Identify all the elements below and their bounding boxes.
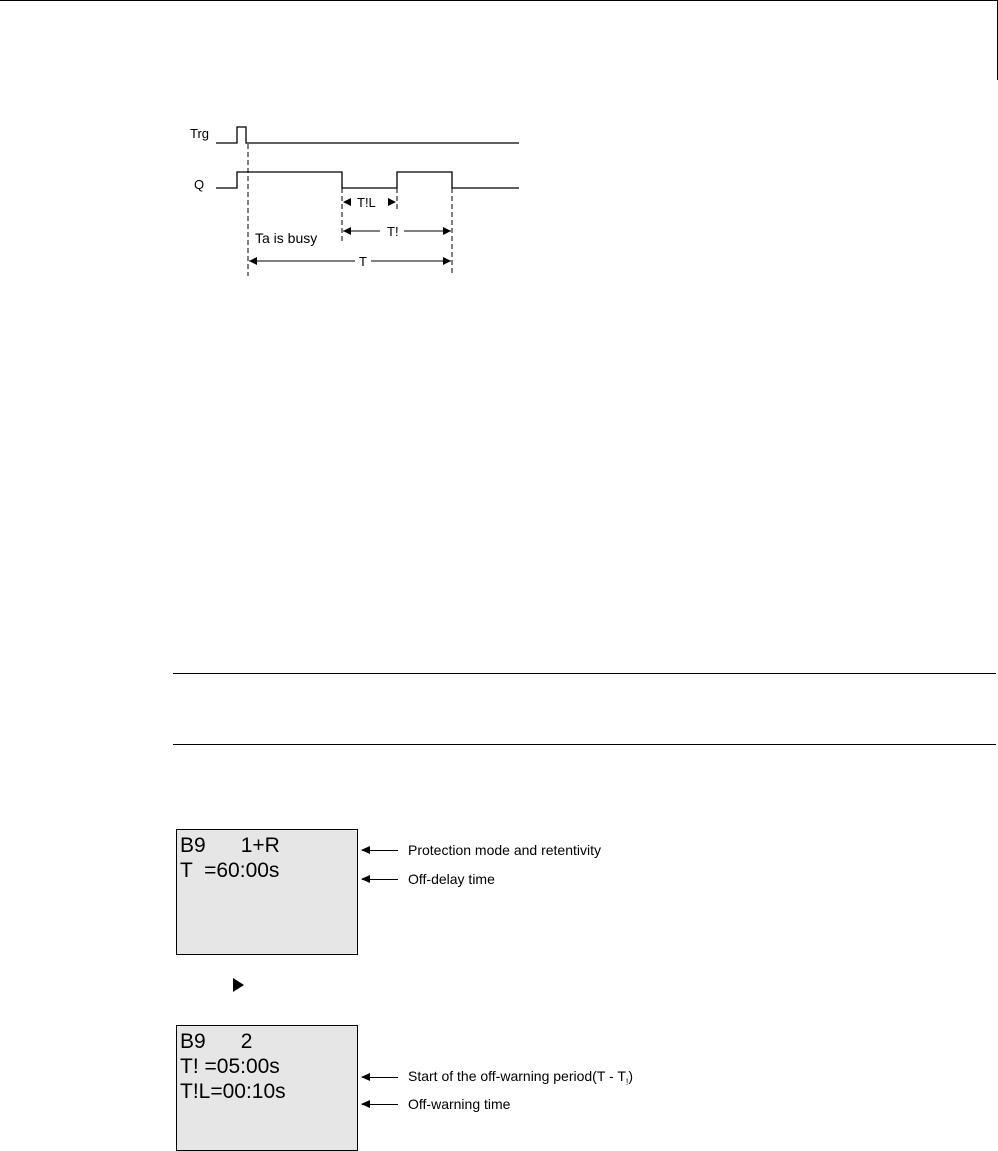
lcd-line: T!L=00:10s xyxy=(180,1080,286,1103)
t-warn-dimension xyxy=(343,224,451,239)
lcd-display-parameters-1 xyxy=(176,829,358,955)
lcd-line xyxy=(180,1104,357,1129)
note-top-rule xyxy=(173,673,996,674)
callout-off-warning-time xyxy=(362,1096,510,1112)
signal-label-trg: Trg xyxy=(190,126,210,141)
q-waveform xyxy=(216,172,519,188)
lcd-line xyxy=(180,883,357,908)
signal-label-q: Q xyxy=(194,177,205,192)
t-dimension xyxy=(249,254,451,269)
lcd-display-parameters-2 xyxy=(176,1025,358,1151)
lcd-line: T! =05:00s xyxy=(180,1055,280,1078)
callout-off-delay-time xyxy=(362,871,495,887)
header-rule xyxy=(0,0,998,1)
left-arrow-icon xyxy=(362,1077,398,1078)
callout-text: Off-warning time xyxy=(408,1096,511,1112)
t-label: T xyxy=(359,254,367,269)
callout-text: Off-delay time xyxy=(408,871,495,887)
ta-busy-label: Ta is busy xyxy=(255,230,318,246)
lcd-line: T =60:00s xyxy=(180,859,280,882)
tl-dimension xyxy=(343,195,396,210)
callout-text: Start of the off-warning period(T - $T_!$) xyxy=(408,1068,634,1087)
lcd-line: B9 2 xyxy=(180,1030,253,1053)
t-warn-label: T! xyxy=(387,224,399,239)
callout-off-warning-start xyxy=(362,1068,633,1087)
callout-text: Protection mode and retentivity xyxy=(408,842,601,858)
left-arrow-icon xyxy=(362,879,398,880)
lcd-line: B9 1+R xyxy=(180,834,280,857)
callout-protection-mode xyxy=(362,842,601,858)
tl-label: T!L xyxy=(357,195,376,210)
lcd-line xyxy=(180,908,357,933)
trg-waveform xyxy=(216,127,519,143)
play-right-icon xyxy=(233,978,244,992)
left-arrow-icon xyxy=(362,1104,398,1105)
left-arrow-icon xyxy=(362,850,398,851)
timing-diagram xyxy=(190,110,530,285)
note-bottom-rule xyxy=(173,744,996,745)
